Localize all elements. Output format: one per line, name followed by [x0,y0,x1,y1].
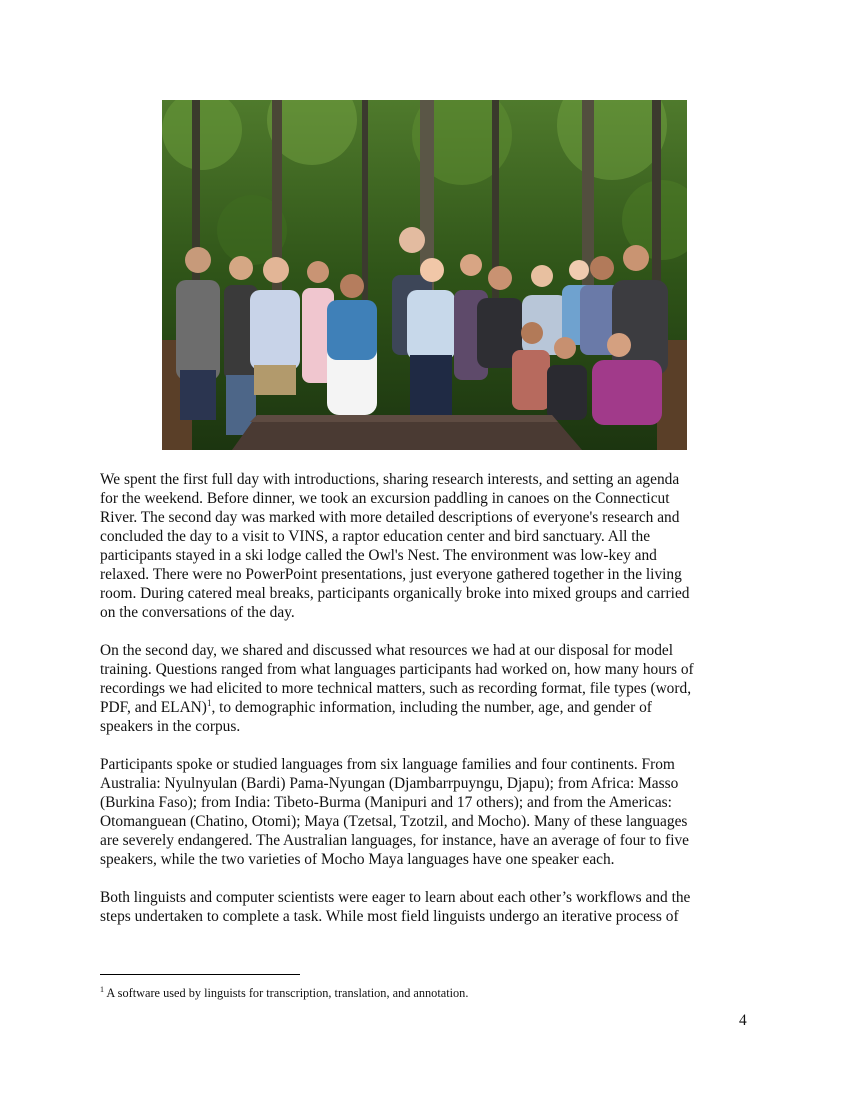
text-line: training. Questions ranged from what languages participants had worked on, how many hours of [100,661,694,678]
text-line: Participants spoke or studied languages from six language families and four continents. From [100,756,675,773]
paragraph-2 [100,641,745,736]
text-line: River. The second day was marked with more detailed descriptions of everyone's research and [100,509,680,526]
footnote-text: A software used by linguists for transcription, translation, and annotation. [104,986,469,1000]
paragraph-4 [100,888,745,926]
group-photo-illustration [162,100,687,450]
paragraph-1 [100,470,745,622]
footnote-marker: 1 [100,984,104,994]
group-photo [162,100,687,450]
text-line: concluded the day to a visit to VINS, a raptor education center and bird sanctuary. All the [100,528,651,545]
footnote-divider [100,974,300,975]
text-line: are severely endangered. The Australian languages, for instance, have an average of four to five [100,832,689,849]
text-line: relaxed. There were no PowerPoint presentations, just everyone gathered together in the living [100,566,682,583]
text-line: for the weekend. Before dinner, we took an excursion paddling in canoes on the Connecticut [100,490,670,507]
text-line: speakers in the corpus. [100,718,241,735]
text-line: On the second day, we shared and discussed what resources we had at our disposal for model [100,642,673,659]
text-line: participants stayed in a ski lodge called the Owl's Nest. The environment was low-key and [100,547,657,564]
footnote-ref[interactable]: 1 [206,697,212,708]
text-line: Otomanguean (Chatino, Otomi); Maya (Tzetsal, Tzotzil, and Mocho). Many of these languages [100,813,688,830]
text-line: speakers, while the two varieties of Mocho Maya languages have one speaker each. [100,851,615,868]
page-number: 4 [739,1012,747,1029]
text-line: Australia: Nyulnyulan (Bardi) Pama-Nyungan (Djambarrpuyngu, Djapu); from Africa: Masso [100,775,679,792]
footnote [100,986,468,1000]
paragraph-3 [100,755,745,869]
text-line: steps undertaken to complete a task. While most field linguists undergo an iterative process of [100,908,679,925]
text-line: We spent the first full day with introductions, sharing research interests, and setting an agenda [100,471,680,488]
text-line: Both linguists and computer scientists were eager to learn about each other’s workflows and the [100,889,691,906]
body-text [100,470,745,945]
text-line: on the conversations of the day. [100,604,295,621]
text-fragment: , to demographic information, including the number, age, and gender of [211,699,652,716]
text-line: room. During catered meal breaks, participants organically broke into mixed groups and carried [100,585,690,602]
text-line: (Burkina Faso); from India: Tibeto-Burma (Manipuri and 17 others); and from the Americas: [100,794,672,811]
text-line-with-footnote [100,698,745,717]
text-line: recordings we had elicited to more technical matters, such as recording format, file types (word, [100,680,692,697]
text-fragment: PDF, and ELAN) [100,699,207,716]
